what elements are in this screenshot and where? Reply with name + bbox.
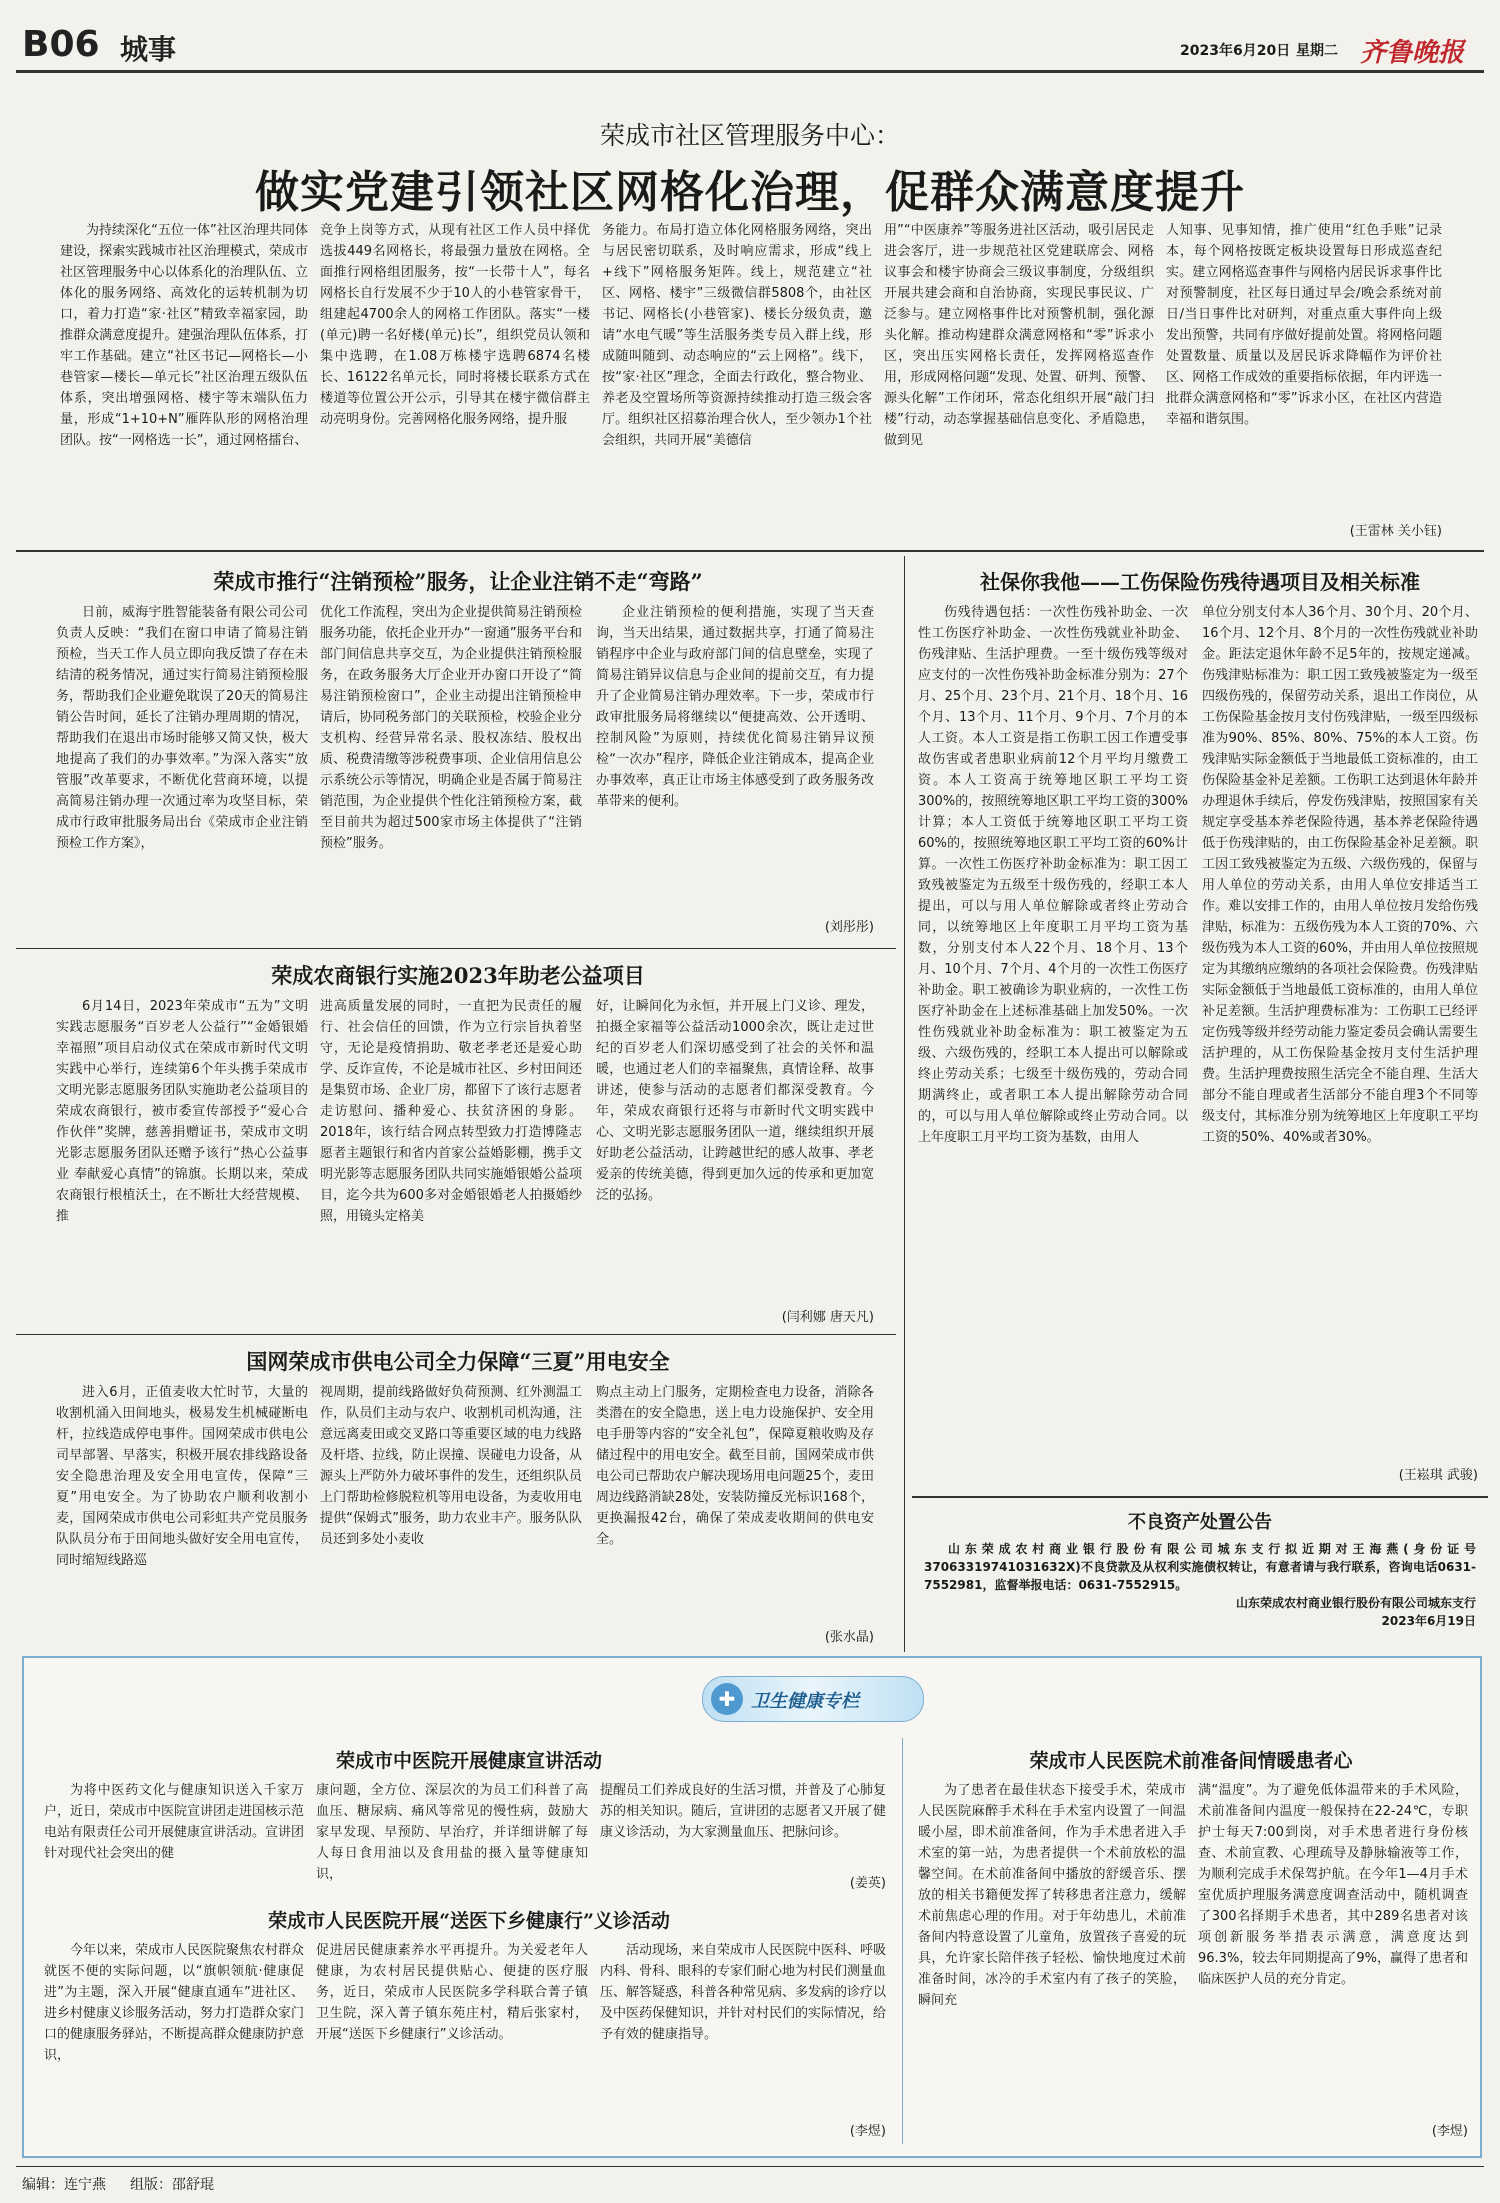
article1-title: 荣成市推行“注销预检”服务，让企业注销不走“弯路” xyxy=(213,569,703,594)
article2-col-2: 进高质量发展的同时，一直把为民责任的履行、社会信任的回馈，作为立行宗旨执着坚守，无论是疫情捐助、敬老孝老还是爱心助学、反诈宣传，不论是城市社区、乡村田间还是集贸市场、企业厂房，都留下了该行志愿者走访慰问、播种爱心、扶贫济困的身影。2018年，该行结合网点转型致力打造博隆志愿者主题银行和省内首家公益婚影棚，携手文明光影等志愿服务团队共同实施婚银婚公益项目，迄今共为600多对金婚银婚老人拍摄婚纱照，用镜头定格美 xyxy=(320,999,582,1224)
lead-kicker: 荣成市社区管理服务中心： xyxy=(599,121,900,150)
article3-col-3: 购点主动上门服务，定期检查电力设备，消除各类潜在的安全隐患，送上电力设施保护、安全用电手册等内容的“安全礼包”，保障夏粮收购及存储过程中的用电安全。截至目前，国网荣成市供电公司已帮助农户解决现场用电问题25个，麦田周边线路消缺28处，安装防撞反光标识168个，更换漏报42台，确保了荣成麦收期间的供电安全。 xyxy=(596,1385,874,1547)
health-a2-title: 荣成市人民医院开展“送医下乡健康行”义诊活动 xyxy=(268,1910,670,1932)
article3-col-2: 视周期，提前线路做好负荷预测、红外测温工作，队员们主动与农户、收割机司机沟通，注意远离麦田或交叉路口等重要区域的电力线路及杆塔、拉线，防止误撞、误碰电力设备，从源头上严防外力破坏事件的发生，还组织队员上门帮助检修脱粒机等用电设备，为麦收用电提供“保姆式”服务，助力农业丰产。服务队队员还到多处小麦收 xyxy=(320,1385,582,1547)
article4-byline: (王崧琪 武骏) xyxy=(1398,1468,1478,1483)
page-code: B06 xyxy=(22,24,100,65)
lead-col-3: 务能力。布局打造立体化网格服务网络，突出与居民密切联系，及时响应需求，形成“线上+线下”网格服务矩阵。线上，规范建立“社区、网格、楼宇”三级微信群5808个，由社区书记、网格长(小巷管家)、楼长分级负责，邀请“水电气暖”等生活服务类专员入群上线，形成随叫随到、动态响应的“云上网格”。线下，按“家·社区”理念，全面去行政化，整合物业、养老及空置场所等资源持续推动打造三级会客厅。组织社区招募治理合伙人，至少领办1个社会组织，共同开展“美德信 xyxy=(602,223,872,448)
column-divider xyxy=(904,556,905,1652)
health-banner-label: 卫生健康专栏 xyxy=(751,1691,859,1712)
article3-title: 国网荣成市供电公司全力保障“三夏”用电安全 xyxy=(246,1349,670,1374)
lead-rule xyxy=(16,550,1484,552)
notice-signature: 山东荣成农村商业银行股份有限公司城东支行 xyxy=(1235,1596,1476,1610)
article1-col-3: 企业注销预检的便利措施，实现了当天查询，当天出结果，通过数据共享，打通了简易注销程序中企业与政府部门间的信息壁垒，实现了简易注销异议信息与企业间的提前交互，有力提升了企业简易注销办理效率。下一步，荣成市行政审批服务局将继续以“便捷高效、公开透明、控制风险”为原则，持续优化简易注销异议预检“一次办”程序，降低企业注销成本，提高企业办事效率，真正让市场主体感受到了政务服务改革带来的便利。 xyxy=(596,605,874,809)
notice-body: 山东荣成农村商业银行股份有限公司城东支行拟近期对王海燕(身份证号37063319741031632X)不良贷款及从权利实施债权转让，有意者请与我行联系，咨询电话0631-7552981，监督举报电话：0631-7552915。 xyxy=(924,1542,1476,1592)
health-a1-col-3: 提醒员工们养成良好的生活习惯，并普及了心肺复苏的相关知识。随后，宣讲团的志愿者又开展了健康义诊活动，为大家测量血压、把脉问诊。 xyxy=(600,1783,886,1840)
lead-byline: (王雷林 关小钰) xyxy=(1349,524,1442,539)
health-divider xyxy=(902,1738,903,2144)
article2-col-3: 好，让瞬间化为永恒，并开展上门义诊、理发，拍摄全家福等公益活动1000余次，既让走过世纪的百岁老人们深切感受到了社会的关怀和温暖，也通过老人们的幸福聚焦，真情诠释、故事讲述，使参与活动的志愿者们都深受教育。今年，荣成农商银行还将与市新时代文明实践中心、文明光影志愿服务团队一道，继续组织开展好助老公益活动，让跨越世纪的感人故事、孝老爱亲的传统美德，得到更加久远的传承和更加宽泛的弘扬。 xyxy=(596,999,874,1203)
issue-date: 2023年6月20日 xyxy=(1180,43,1291,59)
article3-byline: (张水晶) xyxy=(824,1630,874,1645)
lead-col-1: 为持续深化“五位一体”社区治理共同体建设，探索实践城市社区治理模式，荣成市社区管理服务中心以体系化的治理队伍、立体化的服务网络、高效化的运转机制为切口，着力打造“家·社区”精致幸福家园，助推群众满意度提升。建强治理队伍体系，打牢工作基础。建立“社区书记—网格长—小巷管家—楼长—单元长”社区治理五级队伍体系，突出增强网格、楼宇等末端队伍力量，形成“1+10+N”雁阵队形的网格治理团队。按“一网格选一长”，通过网格擂台、 xyxy=(60,223,308,448)
article2-col-1: 6月14日，2023年荣成市“五为”文明实践志愿服务“百岁老人公益行”“金婚银婚幸福照”项目启动仪式在荣成市新时代文明实践中心举行，连续第6个年头携手荣成市文明光影志愿服务团队实施助老公益项目的荣成农商银行，被市委宣传部授予“爱心合作伙伴”奖牌，慈善捐赠证书，荣成市文明光影志愿服务团队还赠予该行“热心公益事业 奉献爱心真情”的锦旗。长期以来，荣成农商银行根植沃土，在不断壮大经营规模、推 xyxy=(56,999,308,1224)
health-a1-title: 荣成市中医院开展健康宣讲活动 xyxy=(335,1750,602,1772)
health-a3-byline: (李煜) xyxy=(1431,2124,1468,2139)
article2-byline: (闫利娜 唐天凡) xyxy=(781,1310,874,1325)
footer-rule xyxy=(16,2166,1484,2167)
section-name: 城事 xyxy=(120,33,177,66)
health-badge-icon: ✚ xyxy=(711,1683,743,1715)
article3-col-1: 进入6月，正值麦收大忙时节，大量的收割机涌入田间地头，极易发生机械碰断电杆，拉线造成停电事件。国网荣成市供电公司早部署、早落实，积极开展农排线路设备安全隐患治理及安全用电宣传，保障“三夏”用电安全。为了协助农户顺利收割小麦，国网荣成市供电公司彩虹共产党员服务队队员分布于田间地头做好安全用电宣传，同时缩短线路巡 xyxy=(56,1385,308,1568)
health-a3-col-1: 为了患者在最佳状态下接受手术，荣成市人民医院麻醉手术科在手术室内设置了一间温暖小屋，即术前准备间，作为手术患者进入手术室的第一站，为患者提供一个术前放松的温馨空间。在术前准备间中播放的舒缓音乐、摆放的相关书籍便发挥了转移患者注意力，缓解术前焦虑心理的作用。对于年幼患儿，术前准备间内特意设置了儿童角，放置孩子喜爱的玩具，允许家长陪伴孩子轻松、愉快地度过术前准备时间，冰冷的手术室内有了孩子的笑脸，瞬间充 xyxy=(918,1783,1186,2008)
footer-editor: 编辑：连宁燕 xyxy=(22,2177,106,2193)
article4-title: 社保你我他——工伤保险伤残待遇项目及相关标准 xyxy=(980,570,1420,594)
notice-title: 不良资产处置公告 xyxy=(1128,1512,1272,1533)
article1-col-1: 日前，威海宇胜智能装备有限公司公司负责人反映：“我们在窗口申请了简易注销预检，当天工作人员立即向我反馈了存在未结清的税务情况，通过实行简易注销预检服务，帮助我们企业避免耽误了20天的简易注销公告时间，延长了注销办理周期的情况，帮助我们在退出市场时能够又简又快，极大地提高了我们的办事效率。”为深入落实“放管服”改革要求，不断优化营商环境，以提高简易注销办理一次通过率为攻坚目标，荣成市行政审批服务局出台《荣成市企业注销预检工作方案》， xyxy=(56,605,308,851)
article2-rule xyxy=(16,1334,896,1335)
article1-byline: (刘彤彤) xyxy=(824,920,874,935)
health-a1-col-2: 康问题，全方位、深层次的为员工们科普了高血压、糖尿病、痛风等常见的慢性病，鼓励大家早发现、早预防、早治疗，并详细讲解了每人每日食用油以及食用盐的摄入量等健康知识， xyxy=(316,1783,588,1882)
masthead xyxy=(16,20,1484,66)
article2-title: 荣成农商银行实施2023年助老公益项目 xyxy=(271,963,645,988)
health-a3-col-2: 满“温度”。为了避免低体温带来的手术风险，术前准备间内温度一般保持在22-24℃，专职护士每天7:00到岗，对手术患者进行身份核查、术前宣教、心理疏导及静脉输液等工作，为顺利完成手术保驾护航。在今年1—4月手术室优质护理服务满意度调查活动中，随机调查了300名择期手术患者，其中289名患者对该项创新服务举措表示满意，满意度达到96.3%，较去年同期提高了9%，赢得了患者和临床医护人员的充分肯定。 xyxy=(1198,1783,1468,1987)
notice-date: 2023年6月19日 xyxy=(1381,1614,1476,1628)
article1-rule xyxy=(16,948,896,949)
article1-col-2: 优化工作流程，突出为企业提供简易注销预检服务功能，依托企业开办“一窗通”服务平台和部门间信息共享交互，为企业提供注销预检服务，在政务服务大厅企业开办窗口开设了“简易注销预检窗口”，企业主动提出注销预检申请后，协同税务部门的关联预检，校验企业分支机构、经营异常名录、股权冻结、股权出质、税费清缴等涉税费事项、企业信用信息公示系统公示等情况，明确企业是否属于简易注销范围，为企业提供个性化注销预检方案，截至目前共为超过500家市场主体提供了“注销预检”服务。 xyxy=(320,605,582,851)
lead-col-2: 竞争上岗等方式，从现有社区工作人员中择优选拔449名网格长，将最强力量放在网格。全面推行网格组团服务，按“一长带十人”，每名网格长自行发展不少于10人的小巷管家骨干，组建起4700余人的网格工作团队。落实“一楼(单元)聘一名好楼(单元)长”，组织党员认领和集中选聘，在1.08万栋楼宇选聘6874名楼长、16122名单元长，同时将楼长联系方式在楼道等位置公开公示，引导其在楼宇微信群主动亮明身份。完善网格化服务网络，提升服 xyxy=(320,223,590,427)
health-a1-byline: (姜英) xyxy=(849,1876,886,1891)
lead-col-4: 用”“中医康养”等服务进社区活动，吸引居民走进会客厅，进一步规范社区党建联席会、网格议事会和楼宇协商会三级议事制度，分级组织开展共建会商和自治协商，实现民事民议、广泛参与。建立网格事件比对预警机制，强化源头化解。推动构建群众满意网格和“零”诉求小区，突出压实网格长责任，发挥网格巡查作用，形成网格问题“发现、处置、研判、预警、源头化解”工作闭环，常态化组织开展“敲门扫楼”行动，动态掌握基础信息变化、矛盾隐患，做到见 xyxy=(884,223,1154,448)
health-a2-col-3: 活动现场，来自荣成市人民医院中医科、呼吸内科、骨科、眼科的专家们耐心地为村民们测量血压、解答疑惑，科普各种常见病、多发病的诊疗以及中医药保健知识，并针对村民们的实际情况，给予有效的健康指导。 xyxy=(600,1943,886,2042)
footer-designer: 组版：邵舒琨 xyxy=(130,2177,214,2193)
lead-col-5: 人知事、见事知情，推广使用“红色手账”记录本，每个网格按既定板块设置每日形成巡查纪实。建立网格巡查事件与网格内居民诉求事件比对预警制度，社区每日通过早会/晚会系统对前日/当日事件比对研判，对重点重大事件向上级发出预警，共同有序做好提前处置。将网格问题处置数量、质量以及居民诉求降幅作为评价社区、网格工作成效的重要指标依据，年内评选一批群众满意网格和“零”诉求小区，在社区内营造幸福和谐氛围。 xyxy=(1166,223,1442,427)
lead-headline: 做实党建引领社区网格化治理，促群众满意度提升 xyxy=(255,167,1245,218)
article4-col-1: 伤残待遇包括：一次性伤残补助金、一次性工伤医疗补助金、一次性伤残就业补助金、伤残津贴、生活护理费。一至十级伤残等级对应支付的一次性伤残补助金标准分别为：27个月、25个月、23个月、21个月、18个月、16个月、13个月、11个月、9个月、7个月的本人工资。本人工资是指工伤职工因工作遭受事故伤害或者患职业病前12个月平均月缴费工资。本人工资高于统筹地区职工平均工资300%的，按照统筹地区职工平均工资的300%计算；本人工资低于统筹地区职工平均工资60%的，按照统筹地区职工平均工资的60%计算。一次性工伤医疗补助金标准为：职工因工致残被鉴定为五级至十级伤残的，经职工本人提出，可以与用人单位解除或者终止劳动合同，以统筹地区上年度职工月平均工资为基数，分别支付本人22个月、18个月、13个月、10个月、7个月、4个月的一次性工伤医疗补助金。职工被确诊为职业病的，一次性工伤医疗补助金在上述标准基础上加发50%。一次性伤残就业补助金标准为：职工被鉴定为五级、六级伤残的，经职工本人提出可以解除或终止劳动关系；七级至十级伤残的，劳动合同期满终止，或者职工本人提出解除劳动合同的，可以与用人单位解除或终止劳动合同。以上年度职工月平均工资为基数，由用人 xyxy=(918,605,1188,1145)
health-a2-col-2: 促进居民健康素养水平再提升。为关爱老年人健康，为农村居民提供贴心、便捷的医疗服务，近日，荣成市人民医院多学科联合菁子镇卫生院，深入菁子镇东苑庄村，精后张家村，开展“送医下乡健康行”义诊活动。 xyxy=(316,1943,588,2042)
article4-col-2: 单位分别支付本人36个月、30个月、20个月、16个月、12个月、8个月的一次性伤残就业补助金。距法定退休年龄不足5年的，按规定递减。伤残津贴标准为：职工因工致残被鉴定为一级至四级伤残的，保留劳动关系，退出工作岗位，从工伤保险基金按月支付伤残津贴，一级至四级标准为90%、85%、80%、75%的本人工资。伤残津贴实际金额低于当地最低工资标准的，由工伤保险基金补足差额。工伤职工达到退休年龄并办理退休手续后，停发伤残津贴，按照国家有关规定享受基本养老保险待遇，基本养老保险待遇低于伤残津贴的，由工伤保险基金补足差额。职工因工致残被鉴定为五级、六级伤残的，保留与用人单位的劳动关系，由用人单位安排适当工作。难以安排工作的，由用人单位按月发给伤残津贴，标准为：五级伤残为本人工资的70%、六级伤残为本人工资的60%，并由用人单位按照规定为其缴纳应缴纳的各项社会保险费。伤残津贴实际金额低于当地最低工资标准的，由用人单位补足差额。生活护理费标准为：工伤职工已经评定伤残等级并经劳动能力鉴定委员会确认需要生活护理的，从工伤保险基金按月支付生活护理费。生活护理费按照生活完全不能自理、生活大部分不能自理或者生活部分不能自理3个不同等级支付，其标准分别为统筹地区上年度职工平均工资的50%、40%或者30%。 xyxy=(1202,605,1478,1145)
health-section xyxy=(22,1656,1482,2158)
health-a3-title: 荣成市人民医院术前准备间情暖患者心 xyxy=(1029,1750,1353,1772)
health-banner xyxy=(702,1676,924,1722)
paper-logo: 齐鲁晚报 xyxy=(1360,38,1465,68)
issue-weekday: 星期二 xyxy=(1296,43,1338,59)
health-a1-col-1: 为将中医药文化与健康知识送入千家万户，近日，荣成市中医院宣讲团走进国核示范电站有限责任公司开展健康宣讲活动。宣讲团针对现代社会突出的健 xyxy=(44,1783,304,1861)
health-a2-byline: (李煜) xyxy=(849,2124,886,2139)
notice-box xyxy=(912,1496,1488,1648)
masthead-rule xyxy=(16,70,1484,73)
health-a2-col-1: 今年以来，荣成市人民医院聚焦农村群众就医不便的实际问题，以“旗帜领航·健康促进”为主题，深入开展“健康直通车”进社区、进乡村健康义诊服务活动，努力打造群众家门口的健康服务驿站，不断提高群众健康防护意识， xyxy=(44,1943,304,2063)
